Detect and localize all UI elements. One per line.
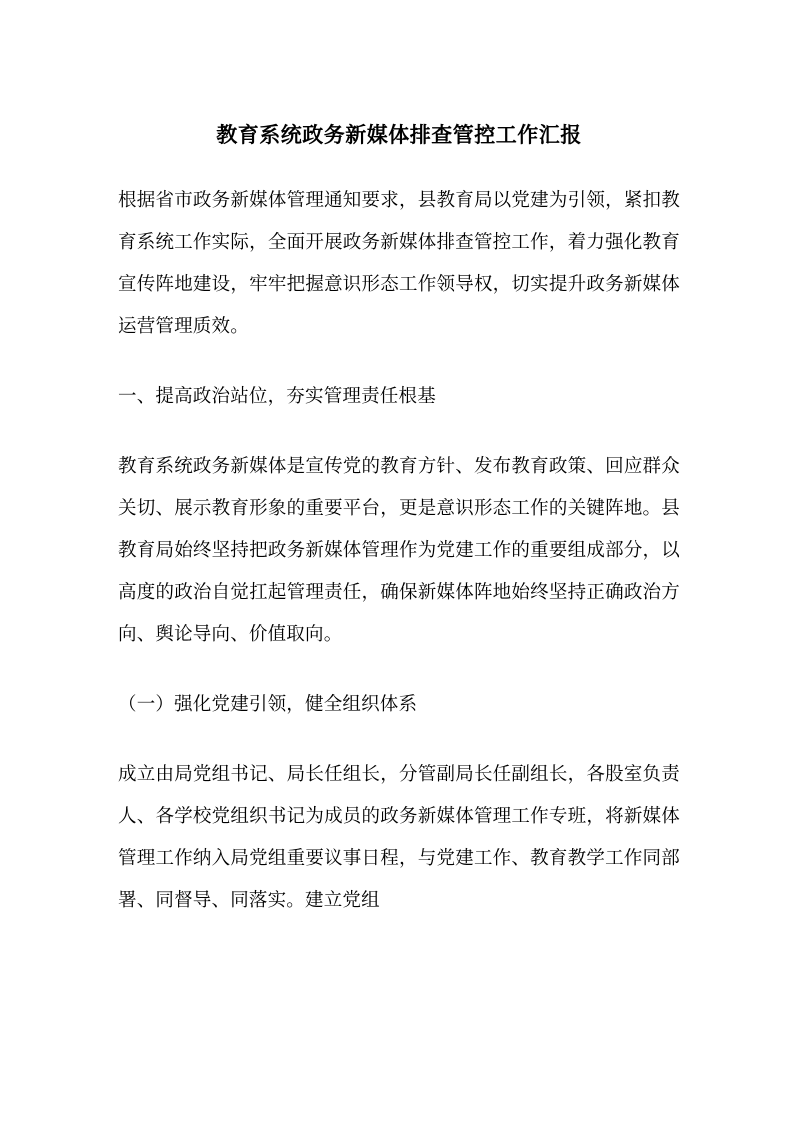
paragraph-section-1-body: 教育系统政务新媒体是宣传党的教育方针、发布教育政策、回应群众关切、展示教育形象的重要平台，更是意识形态工作的关键阵地。县教育局始终坚持把政务新媒体管理作为党建工作的重要组成部分，以高度的政治自觉扛起管理责任，确保新媒体阵地始终坚持正确政治方向、舆论导向、价值取向。	[118, 457, 680, 645]
paragraph-intro: 根据省市政务新媒体管理通知要求，县教育局以党建为引领，紧扣教育系统工作实际，全面开展政务新媒体排查管控工作，着力强化教育宣传阵地建设，牢牢把握意识形态工作领导权，切实提升政务新媒体运营管理质效。	[118, 191, 680, 337]
subsection-heading-1: （一）强化党建引领，健全组织体系	[118, 695, 418, 715]
page-title: 教育系统政务新媒体排查管控工作汇报	[216, 123, 582, 147]
section-heading-1: 一、提高政治站位，夯实管理责任根基	[118, 387, 436, 407]
paragraph-subsection-1-body: 成立由局党组书记、局长任组长，分管副局长任副组长，各股室负责人、各学校党组织书记为成员的政务新媒体管理工作专班，将新媒体管理工作纳入局党组重要议事日程，与党建工作、教育教学工作同部署、同督导、同落实。建立党组	[118, 765, 680, 911]
document-body	[118, 118, 680, 922]
